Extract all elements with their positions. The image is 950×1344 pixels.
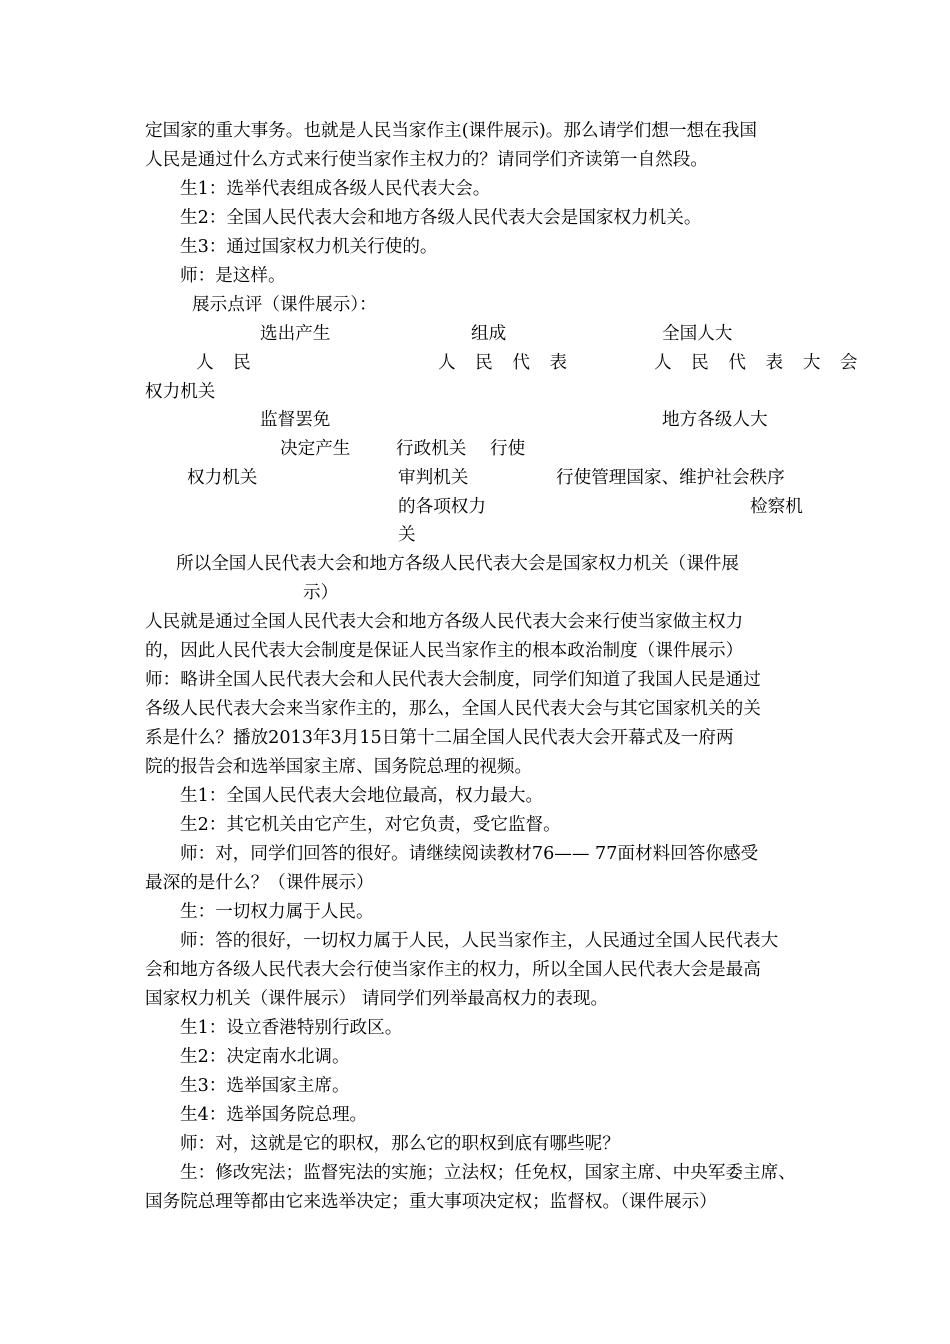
- body-line: 各级人民代表大会来当家作主的，那么，全国人民代表大会与其它国家机关的关: [145, 699, 761, 719]
- diagram-node-power-organ: 权力机关: [145, 382, 216, 402]
- diagram-label-compose: 组成: [471, 324, 507, 344]
- dialogue-line: 师：是这样。: [180, 266, 286, 286]
- final-line-2: 国务院总理等都由它来选举决定；重大事项决定权；监督权。（课件展示）: [145, 1192, 717, 1212]
- body-line: 系是什么？播放2013年3月15日第十二届全国人民代表大会开幕式及一府两: [145, 728, 734, 748]
- diagram-label-powers: 的各项权力: [398, 497, 486, 517]
- dialogue-line: 生3：通过国家权力机关行使的。: [180, 237, 438, 257]
- teacher2-line-3: 国家权力机关（课件展示） 请同学们列举最高权力的表现。: [145, 989, 609, 1009]
- dialogue-line: 生3：选举国家主席。: [180, 1076, 350, 1096]
- diagram-label-supervise: 监督罢免: [260, 410, 331, 430]
- diagram-label-local: 地方各级人大: [662, 410, 768, 430]
- body-line: 院的报告会和选举国家主席、国务院总理的视频。: [145, 757, 533, 777]
- body-line: 人民就是通过全国人民代表大会和地方各级人民代表大会来行使当家做主权力: [145, 612, 744, 632]
- dialogue-line: 生2：决定南水北调。: [180, 1047, 350, 1067]
- dialogue-line: 生2：全国人民代表大会和地方各级人民代表大会是国家权力机关。: [180, 208, 702, 228]
- diagram-label-elected: 选出产生: [260, 324, 331, 344]
- dialogue-line: 生1：选举代表组成各级人民代表大会。: [180, 179, 491, 199]
- diagram-node-judicial: 审判机关: [398, 468, 469, 488]
- diagram-label-decide: 决定产生: [280, 439, 351, 459]
- diagram-label-manage: 行使管理国家、维护社会秩序: [556, 468, 785, 488]
- diagram-label-exercise: 行使: [490, 439, 526, 459]
- body-line: 师：略讲全国人民代表大会和人民代表大会制度，同学们知道了我国人民是通过: [145, 670, 761, 690]
- intro-line-2: 人民是通过什么方式来行使当家作主权力的？请同学们齐读第一自然段。: [145, 150, 709, 170]
- diagram-title: 展示点评（课件展示）：: [192, 295, 377, 315]
- teacher2-line-1: 师：答的很好，一切权力属于人民，人民当家作主，人民通过全国人民代表大: [180, 931, 779, 951]
- diagram-node-procuratorate-end: 关: [398, 525, 416, 545]
- diagram-node-procuratorate: 检察机: [750, 497, 803, 517]
- student-answer: 生：一切权力属于人民。: [180, 902, 374, 922]
- diagram-node-congress: 人 民 代 表 大 会: [654, 353, 865, 373]
- teacher3-line: 师：对，这就是它的职权，那么它的职权到底有哪些呢？: [180, 1134, 620, 1154]
- diagram-node-admin: 行政机关: [396, 439, 467, 459]
- intro-line-1: 定国家的重大事务。也就是人民当家作主(课件展示)。那么请学们想一想在我国: [145, 121, 757, 141]
- conclusion-line-1: 所以全国人民代表大会和地方各级人民代表大会是国家权力机关（课件展: [176, 554, 740, 574]
- final-line-1: 生：修改宪法；监督宪法的实施；立法权；任免权，国家主席、中央军委主席、: [180, 1163, 796, 1183]
- dialogue-line: 生1：全国人民代表大会地位最高，权力最大。: [180, 786, 544, 806]
- diagram-node-power-organ-2: 权力机关: [187, 468, 258, 488]
- dialogue-line: 生1：设立香港特别行政区。: [180, 1018, 403, 1038]
- teacher-line-1: 师：对，同学们回答的很好。请继续阅读教材76—— 77面材料回答你感受: [180, 844, 759, 864]
- diagram-node-people: 人 民: [196, 353, 258, 373]
- dialogue-line: 生4：选举国务院总理。: [180, 1105, 368, 1125]
- body-line: 的，因此人民代表大会制度是保证人民当家作主的根本政治制度（课件展示）: [145, 641, 744, 661]
- teacher2-line-2: 会和地方各级人民代表大会行使当家作主的权力，所以全国人民代表大会是最高: [145, 960, 761, 980]
- dialogue-line: 生2：其它机关由它产生，对它负责，受它监督。: [180, 815, 561, 835]
- teacher-line-2: 最深的是什么？（课件展示）: [145, 873, 374, 893]
- conclusion-line-2: 示）: [303, 583, 339, 603]
- diagram-node-deputies: 人 民 代 表: [438, 353, 575, 373]
- diagram-label-npc: 全国人大: [662, 324, 733, 344]
